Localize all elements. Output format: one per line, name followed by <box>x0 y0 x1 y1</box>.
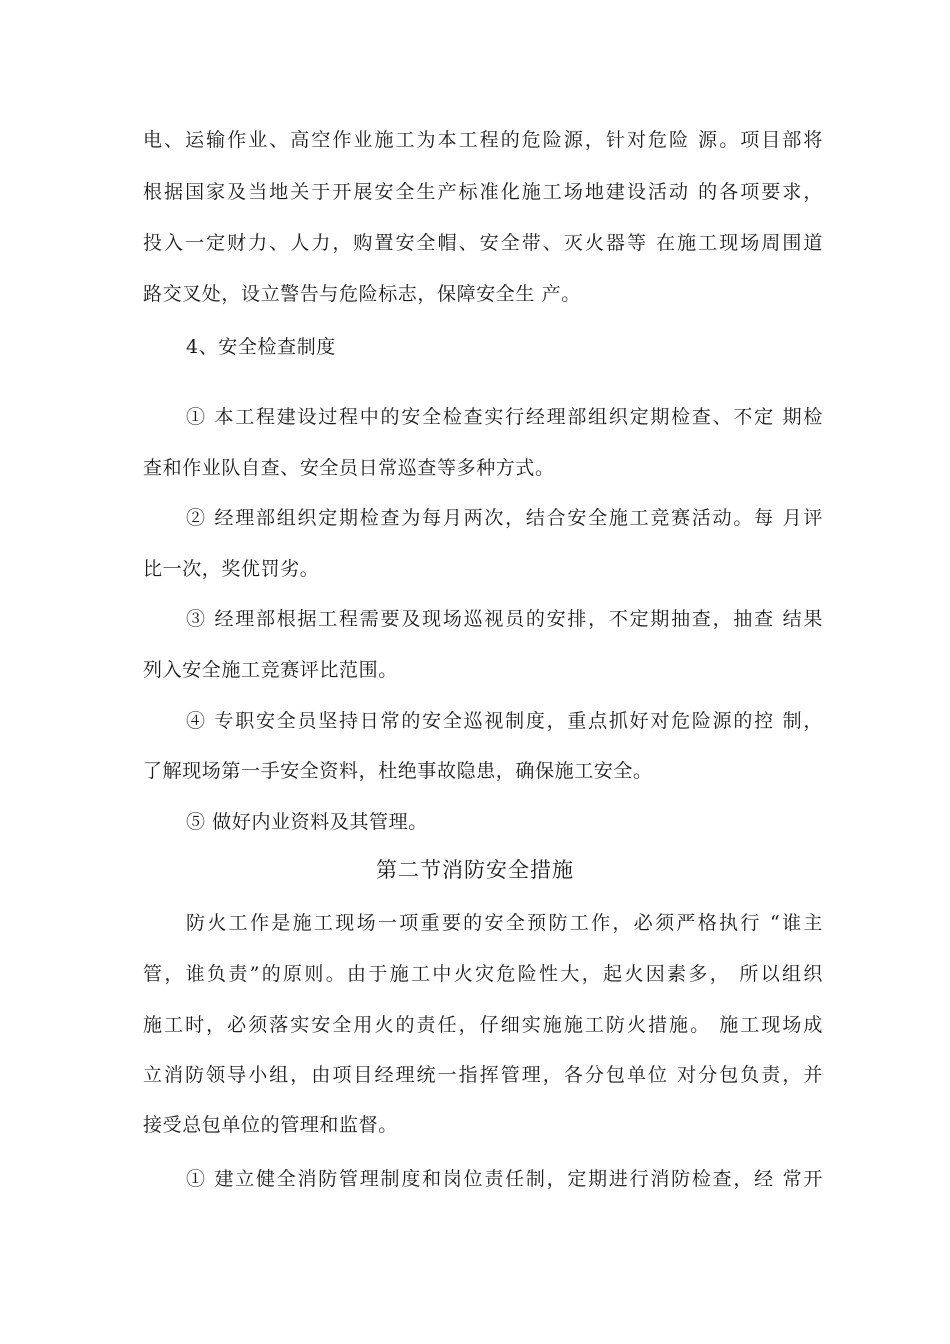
item2-line1: ② 经理部组织定期检查为每月两次，结合安全施工竞赛活动。每 月评 <box>186 507 823 529</box>
item4-line2: 了解现场第一手安全资料，杜绝事故隐患，确保施工安全。 <box>143 760 653 782</box>
item4-line1: ④ 专职安全员坚持日常的安全巡视制度，重点抓好对危险源的控 制， <box>186 710 823 732</box>
item1-line1: ① 本工程建设过程中的安全检查实行经理部组织定期检查、不定 期检 <box>186 406 823 428</box>
section-heading: 第二节消防安全措施 <box>376 858 574 882</box>
fire-para-line2: 管，谁负责”的原则。由于施工中火灾危险性大，起火因素多， 所以组织 <box>143 963 823 985</box>
item3-line1: ③ 经理部根据工程需要及现场巡视员的安排，不定期抽查，抽查 结果 <box>186 608 823 630</box>
item3-line2: 列入安全施工竞赛评比范围。 <box>143 659 398 681</box>
item2-line2: 比一次，奖优罚劣。 <box>143 558 320 580</box>
fire-para-line1: 防火工作是施工现场一项重要的安全预防工作，必须严格执行 “谁主 <box>186 912 823 934</box>
item5-line1: ⑤ 做好内业资料及其管理。 <box>186 811 428 833</box>
fire-para-line3: 施工时，必须落实安全用火的责任，仔细实施施工防火措施。 施工现场成 <box>143 1014 823 1036</box>
fire-item1-line1: ① 建立健全消防管理制度和岗位责任制，定期进行消防检查，经 常开 <box>186 1168 823 1190</box>
para1-line2: 根据国家及当地关于开展安全生产标准化施工场地建设活动 的各项要求， <box>143 181 823 203</box>
subheading-safety-inspection: 4、安全检查制度 <box>186 336 336 358</box>
fire-para-line5: 接受总包单位的管理和监督。 <box>143 1114 398 1136</box>
para1-line1: 电、运输作业、高空作业施工为本工程的危险源，针对危险 源。项目部将 <box>143 129 823 151</box>
para1-line3: 投入一定财力、人力，购置安全帽、安全带、灭火器等 在施工现场周围道 <box>143 232 823 254</box>
fire-para-line4: 立消防领导小组，由项目经理统一指挥管理，各分包单位 对分包负责，并 <box>143 1064 823 1086</box>
para1-line4: 路交叉处，设立警告与危险标志，保障安全生 产。 <box>143 283 581 305</box>
item1-line2: 查和作业队自查、安全员日常巡查等多种方式。 <box>143 457 555 479</box>
